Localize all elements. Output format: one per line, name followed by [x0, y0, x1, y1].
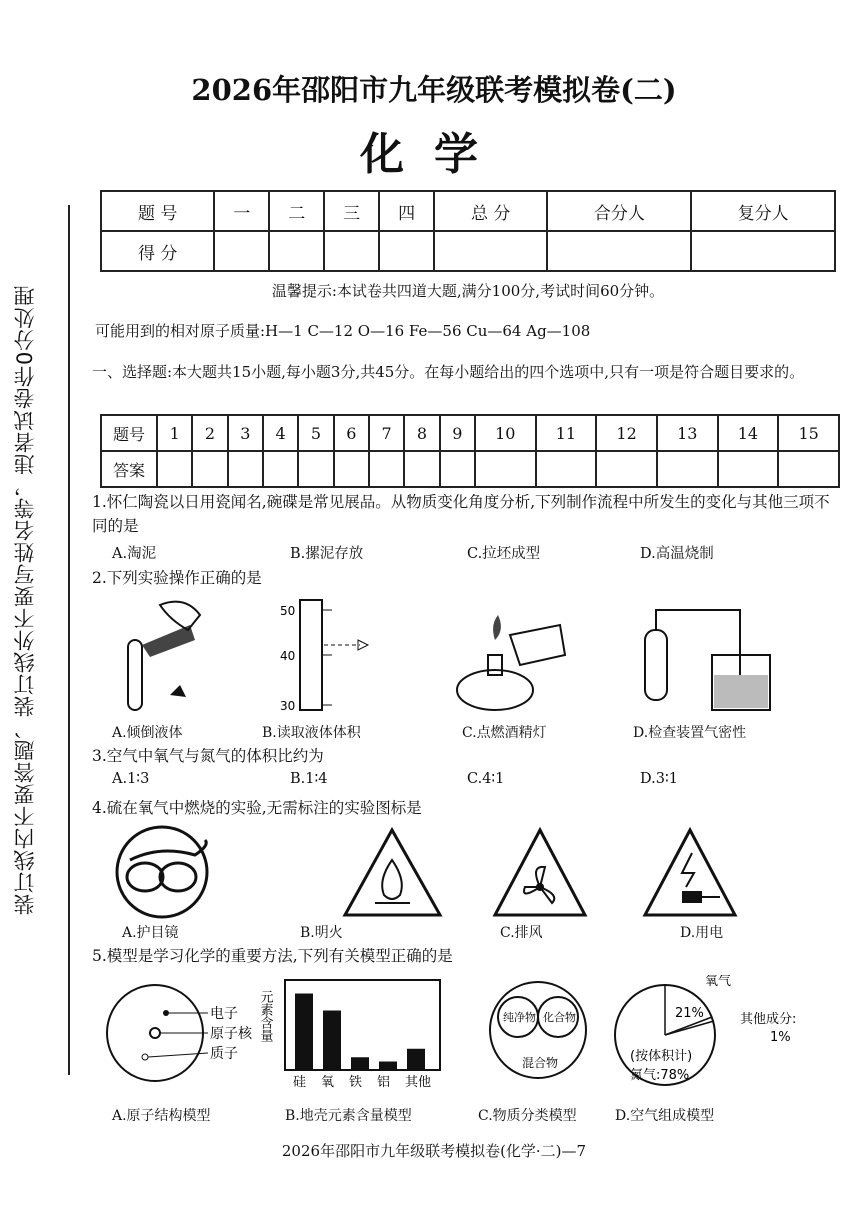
score-header: 三	[324, 191, 379, 231]
score-row-label: 得 分	[101, 231, 214, 271]
answer-cell[interactable]	[596, 451, 657, 487]
q1-option-d[interactable]: D.高温烧制	[640, 546, 714, 562]
answer-cell[interactable]	[228, 451, 263, 487]
answer-cell[interactable]	[657, 451, 718, 487]
score-header: 题 号	[101, 191, 214, 231]
answer-number: 11	[536, 415, 597, 451]
question-1-stem: 1.怀仁陶瓷以日用瓷闻名,碗碟是常见展品。从物质变化角度分析,下列制作流程中所发生的变化与其他三项不同的是	[92, 493, 830, 535]
exam-tip: 温馨提示:本试卷共四道大题,满分100分,考试时间60分钟。	[271, 282, 665, 300]
score-header: 一	[214, 191, 269, 231]
answer-number: 12	[596, 415, 657, 451]
q1-option-b[interactable]: B.摞泥存放	[290, 546, 364, 562]
exhaust-fan-icon	[495, 830, 585, 915]
q5-caption-b[interactable]: B.地壳元素含量模型	[285, 1108, 412, 1124]
q4-caption-a[interactable]: A.护目镜	[122, 925, 179, 941]
pie-note: (按体积计)	[630, 1049, 693, 1064]
bar-chart-ylabel: 元素含量	[257, 990, 273, 1042]
answer-number: 10	[475, 415, 536, 451]
pie-o2-label: 氧气	[705, 975, 732, 989]
pouring-liquid-illustration	[128, 602, 200, 710]
scale-label: 30	[280, 699, 296, 713]
score-cell[interactable]	[269, 231, 324, 271]
q1-option-c[interactable]: C.拉坯成型	[467, 546, 541, 562]
answer-number: 4	[263, 415, 298, 451]
atom-label-proton: 质子	[210, 1046, 238, 1062]
open-flame-icon	[345, 830, 440, 915]
binding-line-notice: 装订线内不要答题、装订线外不要写姓名等，违者试卷作0分处理	[13, 284, 37, 916]
graduated-cylinder-illustration	[280, 600, 368, 713]
score-cell[interactable]	[691, 231, 835, 271]
binding-line	[68, 205, 70, 1075]
bar-3	[379, 1062, 397, 1071]
answer-number: 7	[369, 415, 404, 451]
air-composition-pie	[615, 975, 796, 1085]
airtightness-check-illustration	[645, 610, 770, 710]
bar-0	[295, 994, 313, 1071]
atom-model-illustration	[107, 985, 253, 1081]
bar-category-label: 氧	[321, 1075, 335, 1090]
atom-label-nucleus: 原子核	[210, 1026, 252, 1042]
answer-number: 3	[228, 415, 263, 451]
score-cell[interactable]	[434, 231, 547, 271]
q3-option-a[interactable]: A.1∶3	[112, 771, 150, 787]
q4-icons	[100, 825, 840, 920]
crust-element-bar-chart	[258, 980, 441, 1090]
q4-caption-b[interactable]: B.明火	[300, 925, 343, 941]
answer-cell[interactable]	[778, 451, 839, 487]
q4-caption-c[interactable]: C.排风	[500, 925, 543, 941]
answer-cell[interactable]	[718, 451, 779, 487]
score-cell[interactable]	[324, 231, 379, 271]
score-header: 复分人	[691, 191, 835, 231]
answer-cell[interactable]	[404, 451, 439, 487]
answer-cell[interactable]	[369, 451, 404, 487]
pie-n2: 氮气:78%	[630, 1068, 690, 1083]
score-table	[100, 190, 836, 272]
q3-option-d[interactable]: D.3∶1	[640, 771, 678, 787]
answer-number: 6	[334, 415, 369, 451]
answer-table-label: 题号	[101, 415, 157, 451]
answer-cell[interactable]	[440, 451, 475, 487]
answer-cell[interactable]	[334, 451, 369, 487]
electricity-icon	[645, 830, 735, 915]
q1-option-a[interactable]: A.淘泥	[112, 546, 157, 562]
question-3-stem: 3.空气中氧气与氮气的体积比约为	[92, 747, 324, 765]
question-5-stem: 5.模型是学习化学的重要方法,下列有关模型正确的是	[92, 947, 453, 965]
pie-other-value: 1%	[770, 1030, 791, 1045]
classification-model-illustration	[490, 982, 586, 1078]
score-cell[interactable]	[214, 231, 269, 271]
q5-caption-c[interactable]: C.物质分类模型	[478, 1108, 577, 1124]
score-header: 总 分	[434, 191, 547, 231]
answer-number: 2	[192, 415, 227, 451]
page-footer: 2026年邵阳市九年级联考模拟卷(化学·二)—7	[281, 1142, 587, 1160]
answer-table-label: 答案	[101, 451, 157, 487]
score-cell[interactable]	[379, 231, 434, 271]
bar-2	[351, 1057, 369, 1070]
answer-number: 14	[718, 415, 779, 451]
score-header: 四	[379, 191, 434, 231]
section-one-intro: 一、选择题:本大题共15小题,每小题3分,共45分。在每小题给出的四个选项中,只有一项是符合题目要求的。	[92, 363, 805, 381]
question-4-stem: 4.硫在氧气中燃烧的实验,无需标注的实验图标是	[92, 799, 422, 817]
atom-label-electron: 电子	[210, 1006, 238, 1022]
scale-label: 40	[280, 649, 296, 663]
q2-caption-d[interactable]: D.检查装置气密性	[633, 725, 747, 741]
bar-category-label: 硅	[293, 1075, 307, 1090]
subject-title: 化学	[360, 129, 508, 180]
q4-caption-d[interactable]: D.用电	[680, 925, 724, 941]
answer-number: 9	[440, 415, 475, 451]
bar-category-label: 其他	[405, 1075, 432, 1090]
answer-number: 8	[404, 415, 439, 451]
answer-cell[interactable]	[475, 451, 536, 487]
q3-option-c[interactable]: C.4∶1	[467, 771, 505, 787]
question-2-stem: 2.下列实验操作正确的是	[92, 569, 262, 587]
score-header: 二	[269, 191, 324, 231]
answer-cell[interactable]	[298, 451, 333, 487]
bar-1	[323, 1011, 341, 1071]
answer-cell[interactable]	[157, 451, 192, 487]
goggles-icon	[117, 827, 207, 917]
class-label-mixture: 混合物	[522, 1056, 559, 1070]
q5-caption-a[interactable]: A.原子结构模型	[112, 1108, 211, 1124]
answer-number: 13	[657, 415, 718, 451]
answer-number: 1	[157, 415, 192, 451]
score-header: 合分人	[547, 191, 691, 231]
q2-caption-a[interactable]: A.倾倒液体	[112, 725, 183, 741]
answer-number: 5	[298, 415, 333, 451]
q2-figures	[100, 595, 840, 720]
answer-cell[interactable]	[192, 451, 227, 487]
q5-figures	[100, 975, 840, 1100]
q2-caption-c[interactable]: C.点燃酒精灯	[462, 725, 547, 741]
q5-caption-d[interactable]: D.空气组成模型	[615, 1108, 715, 1124]
scale-label: 50	[280, 604, 296, 618]
answer-number: 15	[778, 415, 839, 451]
class-label-pure: 纯净物	[503, 1011, 536, 1024]
bar-category-label: 铝	[377, 1075, 391, 1090]
answer-table	[100, 414, 840, 488]
exam-title: 2026年邵阳市九年级联考模拟卷(二)	[191, 73, 677, 107]
bar-category-label: 铁	[349, 1075, 363, 1090]
q3-option-b[interactable]: B.1∶4	[290, 771, 328, 787]
class-label-compound: 化合物	[543, 1011, 576, 1024]
answer-cell[interactable]	[536, 451, 597, 487]
pie-other-label: 其他成分:	[740, 1012, 797, 1027]
answer-cell[interactable]	[263, 451, 298, 487]
q2-caption-b[interactable]: B.读取液体体积	[262, 725, 361, 741]
atomic-mass-note: 可能用到的相对原子质量:H—1 C—12 O—16 Fe—56 Cu—64 Ag—108	[95, 322, 591, 340]
score-cell[interactable]	[547, 231, 691, 271]
bar-4	[407, 1049, 425, 1070]
alcohol-lamp-illustration	[457, 615, 565, 710]
pie-o2-value: 21%	[675, 1006, 704, 1021]
